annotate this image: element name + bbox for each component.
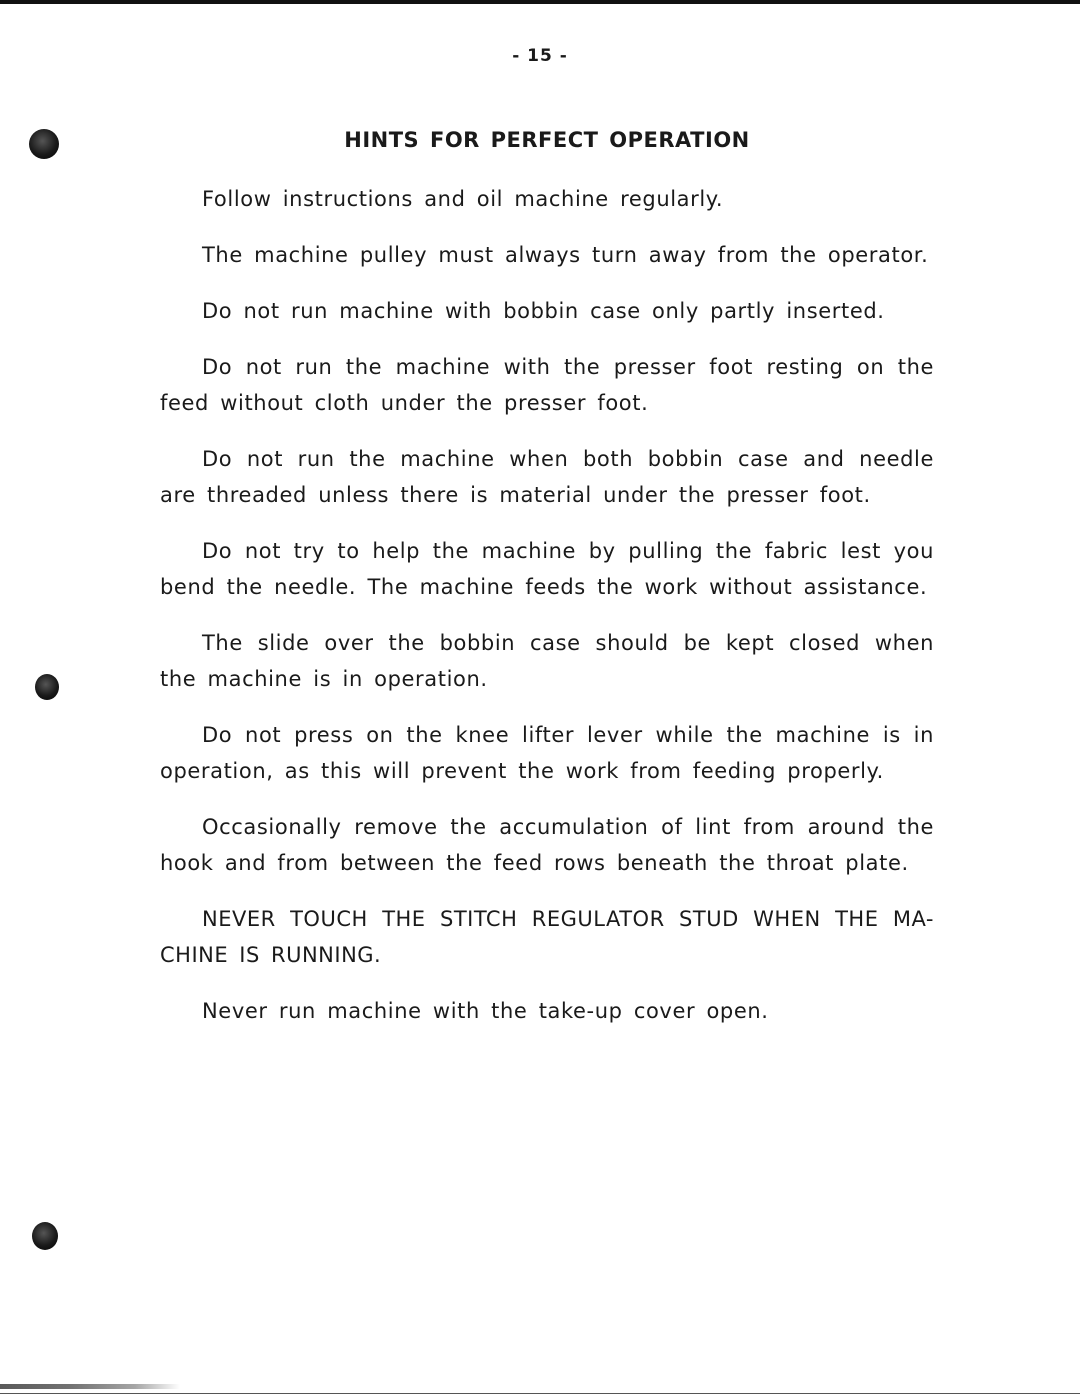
hint-paragraph-warning: NEVER TOUCH THE STITCH REGULATOR STUD WHEN THE MA- CHINE IS RUNNING. — [160, 907, 934, 967]
hint-paragraph: Occasionally remove the accumulation of lint from around the hook and from between the feed rows beneath the throat plate. — [160, 815, 934, 875]
hint-paragraph: Never run machine with the take-up cover open. — [202, 999, 769, 1023]
hint-paragraph: Do not press on the knee lifter lever while the machine is in operation, as this will prevent the work from feeding properly. — [160, 723, 934, 783]
punch-hole-bottom — [32, 1222, 58, 1250]
page-number: - 15 - — [512, 46, 568, 66]
hint-paragraph: Do not run machine with bobbin case only partly inserted. — [202, 299, 885, 323]
punch-hole-middle — [35, 674, 59, 700]
hint-paragraph: Follow instructions and oil machine regularly. — [202, 187, 724, 211]
hint-paragraph: The slide over the bobbin case should be kept closed when the machine is in operation. — [160, 631, 934, 691]
hint-paragraph: Do not run the machine with the presser foot resting on the feed without cloth under the presser foot. — [160, 355, 934, 415]
top-border-rule — [0, 0, 1080, 4]
bottom-border-rule — [0, 1393, 1080, 1394]
hints-body — [160, 181, 934, 1049]
hint-paragraph: Do not run the machine when both bobbin case and needle are threaded unless there is material under the presser foot. — [160, 447, 934, 507]
page-heading: HINTS FOR PERFECT OPERATION — [344, 128, 750, 152]
hint-paragraph: The machine pulley must always turn away from the operator. — [202, 243, 929, 267]
scan-artifact-streak — [0, 1384, 180, 1389]
hint-paragraph: Do not try to help the machine by pulling the fabric lest you bend the needle. The machine feeds the work without assistance. — [160, 539, 934, 599]
